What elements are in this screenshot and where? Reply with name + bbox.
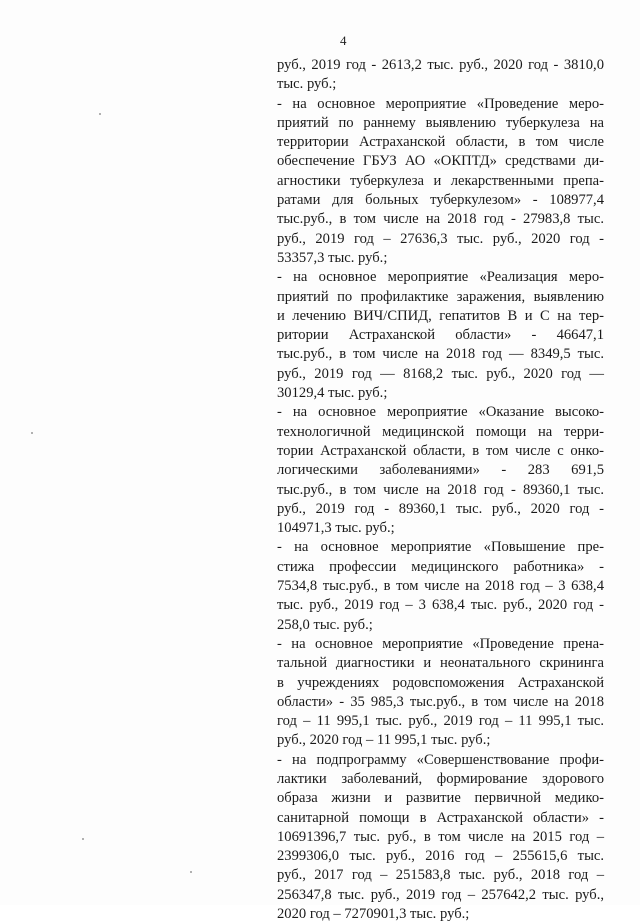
- text-line: 104971,3 тыс. руб.;: [277, 520, 395, 537]
- text-line: тыс.руб., в том числе на 2018 год - 89360,1 тыс.: [277, 481, 604, 498]
- document-body: [277, 56, 604, 924]
- text-line: тыс.руб., в том числе на 2018 год - 27983,8 тыс.: [277, 211, 604, 228]
- text-line: - на основное мероприятие «Повышение пре-: [277, 539, 604, 556]
- text-line: ритории Астраханской области» - 46647,1: [277, 327, 604, 344]
- text-line: ратами для больных туберкулезом» - 108977,4: [277, 192, 604, 209]
- text-line: руб., 2019 год — 8168,2 тыс. руб., 2020 год —: [277, 365, 604, 382]
- text-line: 10691396,7 тыс. руб., в том числе на 2015 год –: [277, 828, 604, 845]
- text-line: тыс. руб., 2019 год – 3 638,4 тыс. руб., 2020 год -: [277, 597, 604, 614]
- text-line: обеспечение ГБУЗ АО «ОКПТД» средствами ди-: [277, 153, 604, 170]
- text-line: технологичной медицинской помощи на терри-: [277, 423, 604, 440]
- text-line: тыс.руб., в том числе на 2018 год — 8349,5 тыс.: [277, 346, 604, 363]
- scan-speck: [82, 838, 84, 840]
- text-line: 30129,4 тыс. руб.;: [277, 385, 388, 402]
- text-line: тыс. руб.;: [277, 76, 337, 93]
- text-line: - на подпрограмму «Совершенствование профи-: [277, 751, 604, 768]
- text-line: агностики туберкулеза и лекарственными препа-: [277, 172, 604, 189]
- text-line: тории Астраханской области, в том числе с онко-: [277, 442, 604, 459]
- text-line: - на основное мероприятие «Проведение меро-: [277, 95, 604, 112]
- page-number: 4: [340, 33, 347, 48]
- text-line: территории Астраханской области, в том числе: [277, 134, 604, 151]
- text-line: - на основное мероприятие «Реализация меро-: [277, 269, 604, 286]
- text-line: руб., 2019 год - 89360,1 тыс. руб., 2020 год -: [277, 500, 604, 517]
- text-line: тальной диагностики и неонатального скрининга: [277, 655, 604, 672]
- text-line: - на основное мероприятие «Оказание высоко-: [277, 404, 604, 421]
- text-line: области» - 35 985,3 тыс.руб., в том числе на 2018: [277, 693, 604, 710]
- text-line: 7534,8 тыс.руб., в том числе на 2018 год – 3 638,4: [277, 578, 604, 595]
- text-line: руб., 2017 год – 251583,8 тыс. руб., 2018 год –: [277, 867, 604, 884]
- text-line: - на основное мероприятие «Проведение прена-: [277, 635, 604, 652]
- text-line: руб., 2020 год – 11 995,1 тыс. руб.;: [277, 732, 491, 749]
- text-line: санитарной помощи в Астраханской области» -: [277, 809, 604, 826]
- scan-speck: [99, 113, 101, 115]
- text-line: 258,0 тыс. руб.;: [277, 616, 373, 633]
- text-line: руб., 2019 год – 27636,3 тыс. руб., 2020 год -: [277, 230, 604, 247]
- text-line: и лечению ВИЧ/СПИД, гепатитов В и С на тер-: [277, 307, 604, 324]
- text-line: руб., 2019 год - 2613,2 тыс. руб., 2020 год - 3810,0: [277, 57, 604, 73]
- scan-speck: [31, 432, 33, 434]
- text-line: приятий по профилактике заражения, выявлению: [277, 288, 604, 305]
- text-line: 2020 год – 7270901,3 тыс. руб.;: [277, 906, 470, 923]
- text-line: 2399306,0 тыс. руб., 2016 год – 255615,6 тыс.: [277, 848, 604, 865]
- text-line: лактики заболеваний, формирование здорового: [277, 770, 604, 787]
- scan-speck: [190, 871, 192, 873]
- text-line: год – 11 995,1 тыс. руб., 2019 год – 11 995,1 тыс.: [277, 713, 604, 730]
- text-line: 256347,8 тыс. руб., 2019 год – 257642,2 тыс. руб.,: [277, 886, 604, 903]
- text-line: в учреждениях родовспоможения Астраханской: [277, 674, 604, 691]
- text-line: 53357,3 тыс. руб.;: [277, 249, 388, 266]
- text-line: логическими заболеваниями» - 283 691,5: [277, 462, 604, 479]
- text-line: приятий по раннему выявлению туберкулеза на: [277, 114, 604, 131]
- text-line: образа жизни и развитие первичной медико-: [277, 790, 604, 807]
- text-line: стижа профессии медицинского работника» -: [277, 558, 604, 575]
